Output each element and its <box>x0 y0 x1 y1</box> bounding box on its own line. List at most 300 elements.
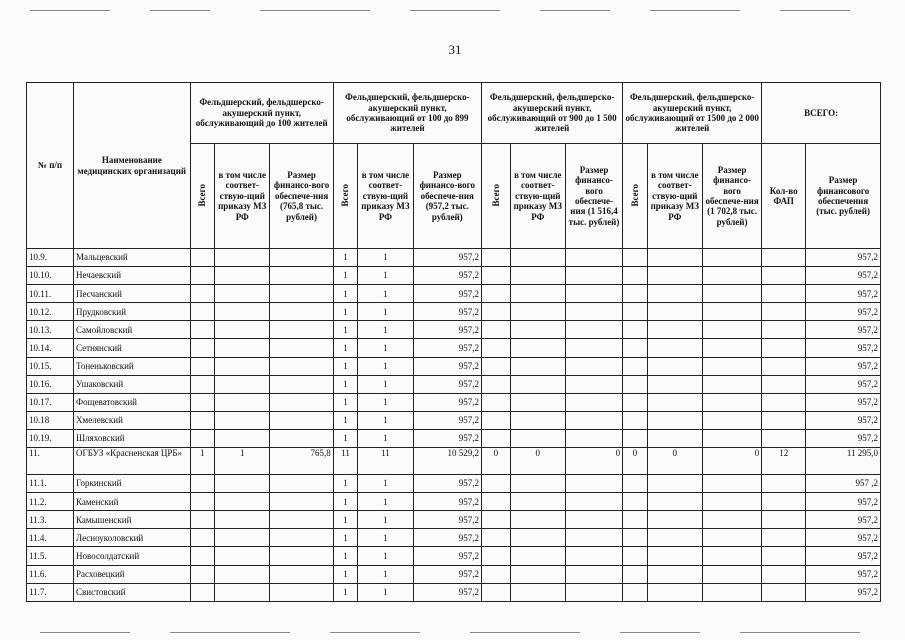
scan-artifact-line <box>150 10 210 11</box>
cell-g4-fin <box>702 357 761 375</box>
scan-artifact-line <box>410 10 500 11</box>
cell-number: 10.10. <box>27 267 74 285</box>
cell-g4-total <box>623 393 648 411</box>
cell-g4-mz <box>647 303 702 321</box>
cell-number: 10.18 <box>27 411 74 429</box>
cell-g2-mz: 1 <box>358 411 413 429</box>
cell-g1-mz <box>215 565 270 583</box>
col-header-mz-g3: в том числе соответ-ствую-щий приказу МЗ РФ <box>510 144 565 249</box>
cell-organization: Фощеватовский <box>74 393 191 411</box>
cell-g3-mz <box>510 285 565 303</box>
cell-total-financing: 957,2 <box>806 547 881 565</box>
cell-g1-total <box>190 429 215 447</box>
cell-g2-mz: 1 <box>358 511 413 529</box>
group-header-1500-2000: Фельдшерский, фельдшерско-акушерский пункт, обслуживающий от 1500 до 2 000 жителей <box>623 83 762 144</box>
cell-number: 11.7. <box>27 583 74 601</box>
cell-g4-mz <box>647 267 702 285</box>
cell-g2-mz: 1 <box>358 565 413 583</box>
cell-g4-mz <box>647 285 702 303</box>
cell-g1-fin <box>270 321 333 339</box>
table-row <box>27 321 881 339</box>
cell-g4-total <box>623 249 648 267</box>
cell-g3-fin <box>565 429 622 447</box>
cell-g1-total <box>190 493 215 511</box>
scan-artifact-line <box>620 632 700 633</box>
cell-g3-mz <box>510 511 565 529</box>
cell-fap-count <box>762 393 806 411</box>
cell-g2-total: 1 <box>333 511 358 529</box>
cell-g1-fin <box>270 565 333 583</box>
scan-artifact-line <box>30 10 110 11</box>
cell-g2-fin: 10 529,2 <box>413 448 482 475</box>
cell-number: 11.4. <box>27 529 74 547</box>
cell-g2-mz: 11 <box>358 448 413 475</box>
cell-g2-mz: 1 <box>358 339 413 357</box>
cell-g1-total <box>190 285 215 303</box>
cell-g3-fin <box>565 411 622 429</box>
cell-number: 10.11. <box>27 285 74 303</box>
cell-g1-fin <box>270 249 333 267</box>
cell-g3-fin <box>565 511 622 529</box>
cell-g2-mz: 1 <box>358 493 413 511</box>
cell-g4-fin <box>702 547 761 565</box>
cell-fap-count <box>762 529 806 547</box>
cell-fap-count <box>762 475 806 493</box>
cell-g4-mz <box>647 529 702 547</box>
cell-g2-fin: 957,2 <box>413 429 482 447</box>
cell-total-financing: 957,2 <box>806 321 881 339</box>
cell-g2-mz: 1 <box>358 285 413 303</box>
cell-g3-fin: 0 <box>565 448 622 475</box>
cell-total-financing: 957,2 <box>806 249 881 267</box>
cell-g4-mz <box>647 375 702 393</box>
cell-fap-count <box>762 339 806 357</box>
cell-g2-fin: 957,2 <box>413 267 482 285</box>
cell-g4-fin <box>702 565 761 583</box>
cell-g1-fin <box>270 583 333 601</box>
col-header-fin-g1: Размер финансо-вого обеспече-ния (765,8 тыс. рублей) <box>270 144 333 249</box>
cell-g1-total <box>190 475 215 493</box>
cell-organization: Шляховский <box>74 429 191 447</box>
cell-g4-mz <box>647 429 702 447</box>
cell-g1-total <box>190 411 215 429</box>
table-row <box>27 429 881 447</box>
cell-g2-fin: 957,2 <box>413 511 482 529</box>
cell-g3-total <box>482 511 511 529</box>
cell-g3-mz <box>510 429 565 447</box>
col-header-number: № п/п <box>27 83 74 249</box>
cell-number: 10.16. <box>27 375 74 393</box>
cell-g3-mz: 0 <box>510 448 565 475</box>
cell-g3-fin <box>565 249 622 267</box>
cell-fap-count <box>762 375 806 393</box>
cell-g3-fin <box>565 493 622 511</box>
cell-g1-fin <box>270 511 333 529</box>
table-row <box>27 547 881 565</box>
cell-number: 10.15. <box>27 357 74 375</box>
cell-g2-fin: 957,2 <box>413 493 482 511</box>
cell-g4-total <box>623 529 648 547</box>
cell-number: 10.17. <box>27 393 74 411</box>
cell-g2-total: 1 <box>333 529 358 547</box>
cell-g2-mz: 1 <box>358 375 413 393</box>
cell-number: 11.2. <box>27 493 74 511</box>
cell-g3-total <box>482 493 511 511</box>
cell-g2-fin: 957,2 <box>413 285 482 303</box>
col-header-total-g2: Всего <box>333 144 358 249</box>
cell-g3-total <box>482 475 511 493</box>
cell-number: 10.13. <box>27 321 74 339</box>
table-row <box>27 285 881 303</box>
col-header-organization: Наименование медицинских организаций <box>74 83 191 249</box>
cell-g2-total: 1 <box>333 565 358 583</box>
cell-g1-fin: 765,8 <box>270 448 333 475</box>
cell-g3-total <box>482 429 511 447</box>
cell-fap-count <box>762 249 806 267</box>
table-row <box>27 393 881 411</box>
cell-total-financing: 957,2 <box>806 393 881 411</box>
cell-g3-total <box>482 303 511 321</box>
scan-artifact-line <box>540 10 610 11</box>
cell-g1-mz <box>215 493 270 511</box>
scan-artifact-line <box>740 632 860 633</box>
cell-g1-mz <box>215 267 270 285</box>
cell-organization: Хмелевский <box>74 411 191 429</box>
cell-number: 10.9. <box>27 249 74 267</box>
cell-g1-mz <box>215 529 270 547</box>
cell-g4-total <box>623 547 648 565</box>
cell-g2-fin: 957,2 <box>413 375 482 393</box>
cell-g3-total <box>482 529 511 547</box>
cell-g2-mz: 1 <box>358 393 413 411</box>
cell-g3-fin <box>565 583 622 601</box>
table-row <box>27 411 881 429</box>
cell-g4-fin <box>702 393 761 411</box>
cell-organization: Новосолдатский <box>74 547 191 565</box>
cell-g4-mz <box>647 511 702 529</box>
cell-fap-count <box>762 357 806 375</box>
table-row <box>27 511 881 529</box>
cell-g2-total: 1 <box>333 583 358 601</box>
table-row <box>27 448 881 475</box>
cell-g2-mz: 1 <box>358 529 413 547</box>
cell-g1-mz <box>215 475 270 493</box>
cell-g4-fin: 0 <box>702 448 761 475</box>
col-header-fin-g4: Размер финансо-вого обеспече-ния (1 702,8 тыс. рублей) <box>702 144 761 249</box>
cell-organization: Ушаковский <box>74 375 191 393</box>
cell-g4-total <box>623 285 648 303</box>
col-header-fap-count: Кол-во ФАП <box>762 144 806 249</box>
cell-g1-total <box>190 565 215 583</box>
cell-g1-total <box>190 303 215 321</box>
fap-financing-table <box>26 82 881 602</box>
cell-total-financing: 957,2 <box>806 565 881 583</box>
cell-organization: Сетнянский <box>74 339 191 357</box>
cell-fap-count <box>762 285 806 303</box>
cell-fap-count <box>762 321 806 339</box>
scan-artifact-line <box>780 10 850 11</box>
group-header-900-1500: Фельдшерский, фельдшерско-акушерский пункт, обслуживающий от 900 до 1 500 жителей <box>482 83 623 144</box>
cell-g4-mz <box>647 475 702 493</box>
cell-g2-total: 1 <box>333 249 358 267</box>
cell-g3-total <box>482 267 511 285</box>
scan-artifact-line <box>330 632 420 633</box>
cell-total-financing: 957,2 <box>806 267 881 285</box>
table-row <box>27 339 881 357</box>
table-row <box>27 303 881 321</box>
cell-organization: Камышенский <box>74 511 191 529</box>
cell-g4-total <box>623 375 648 393</box>
cell-g1-mz <box>215 321 270 339</box>
table-row <box>27 529 881 547</box>
cell-g1-mz <box>215 285 270 303</box>
cell-g1-mz <box>215 357 270 375</box>
cell-g2-total: 1 <box>333 475 358 493</box>
cell-g2-fin: 957,2 <box>413 321 482 339</box>
scan-artifact-line <box>170 632 290 633</box>
cell-number: 11.3. <box>27 511 74 529</box>
cell-g3-fin <box>565 285 622 303</box>
cell-number: 11. <box>27 448 74 475</box>
cell-g3-mz <box>510 393 565 411</box>
cell-g3-total <box>482 583 511 601</box>
col-header-mz-g4: в том числе соответ-ствую-щий приказу МЗ РФ <box>647 144 702 249</box>
col-header-fin-g2: Размер финансо-вого обеспече-ния (957,2 тыс. рублей) <box>413 144 482 249</box>
cell-g2-fin: 957,2 <box>413 565 482 583</box>
cell-g3-total <box>482 357 511 375</box>
cell-g4-total <box>623 583 648 601</box>
cell-g2-fin: 957,2 <box>413 529 482 547</box>
group-header-100-899: Фельдшерский, фельдшерско-акушерский пункт, обслуживающий от 100 до 899 жителей <box>333 83 481 144</box>
cell-g1-total <box>190 583 215 601</box>
cell-g1-mz <box>215 375 270 393</box>
cell-total-financing: 11 295,0 <box>806 448 881 475</box>
cell-g2-total: 1 <box>333 267 358 285</box>
cell-g2-mz: 1 <box>358 429 413 447</box>
cell-g4-mz <box>647 321 702 339</box>
cell-total-financing: 957 ,2 <box>806 475 881 493</box>
cell-fap-count <box>762 267 806 285</box>
cell-g3-fin <box>565 547 622 565</box>
cell-total-financing: 957,2 <box>806 583 881 601</box>
cell-g1-mz <box>215 411 270 429</box>
cell-g3-mz <box>510 375 565 393</box>
cell-g1-fin <box>270 375 333 393</box>
cell-g3-mz <box>510 249 565 267</box>
cell-g1-fin <box>270 493 333 511</box>
scan-artifact-line <box>650 10 740 11</box>
cell-g3-total <box>482 565 511 583</box>
cell-organization: Тоненьковский <box>74 357 191 375</box>
cell-g1-total <box>190 321 215 339</box>
cell-g1-mz: 1 <box>215 448 270 475</box>
cell-total-financing: 957,2 <box>806 303 881 321</box>
cell-g3-mz <box>510 321 565 339</box>
cell-g3-mz <box>510 411 565 429</box>
cell-g1-total <box>190 357 215 375</box>
cell-total-financing: 957,2 <box>806 339 881 357</box>
cell-g3-mz <box>510 357 565 375</box>
cell-g3-fin <box>565 357 622 375</box>
cell-g3-fin <box>565 393 622 411</box>
cell-total-financing: 957,2 <box>806 529 881 547</box>
cell-g2-total: 1 <box>333 285 358 303</box>
cell-g4-total <box>623 339 648 357</box>
cell-organization: Прудковский <box>74 303 191 321</box>
cell-g1-total <box>190 529 215 547</box>
cell-g3-fin <box>565 339 622 357</box>
cell-g2-mz: 1 <box>358 583 413 601</box>
cell-g1-total <box>190 511 215 529</box>
table-row <box>27 249 881 267</box>
cell-g4-fin <box>702 321 761 339</box>
cell-fap-count: 12 <box>762 448 806 475</box>
cell-g2-total: 1 <box>333 393 358 411</box>
cell-g2-mz: 1 <box>358 475 413 493</box>
cell-g2-total: 1 <box>333 339 358 357</box>
cell-g1-fin <box>270 303 333 321</box>
cell-g4-mz <box>647 393 702 411</box>
cell-g3-total <box>482 547 511 565</box>
cell-g1-fin <box>270 547 333 565</box>
cell-g4-mz <box>647 583 702 601</box>
cell-g4-fin <box>702 285 761 303</box>
cell-g2-total: 1 <box>333 429 358 447</box>
cell-fap-count <box>762 493 806 511</box>
cell-number: 11.1. <box>27 475 74 493</box>
cell-g4-total: 0 <box>623 448 648 475</box>
cell-g3-mz <box>510 583 565 601</box>
cell-g3-fin <box>565 565 622 583</box>
cell-fap-count <box>762 583 806 601</box>
cell-g3-mz <box>510 303 565 321</box>
cell-g1-total <box>190 339 215 357</box>
cell-g2-total: 1 <box>333 357 358 375</box>
cell-number: 10.12. <box>27 303 74 321</box>
cell-g3-total <box>482 411 511 429</box>
cell-g3-total <box>482 393 511 411</box>
cell-g3-mz <box>510 529 565 547</box>
cell-g4-total <box>623 475 648 493</box>
cell-g2-fin: 957,2 <box>413 339 482 357</box>
cell-total-financing: 957,2 <box>806 285 881 303</box>
col-header-mz-g2: в том числе соответ-ствую-щий приказу МЗ РФ <box>358 144 413 249</box>
cell-g2-mz: 1 <box>358 321 413 339</box>
cell-g3-fin <box>565 303 622 321</box>
cell-g4-mz: 0 <box>647 448 702 475</box>
cell-g4-fin <box>702 583 761 601</box>
col-header-mz-g1: в том числе соответ-ствую-щий приказу МЗ РФ <box>215 144 270 249</box>
cell-fap-count <box>762 565 806 583</box>
cell-g4-total <box>623 357 648 375</box>
cell-g3-total <box>482 321 511 339</box>
cell-g4-total <box>623 511 648 529</box>
cell-g4-fin <box>702 529 761 547</box>
cell-fap-count <box>762 547 806 565</box>
cell-organization: Песчанский <box>74 285 191 303</box>
table-row <box>27 357 881 375</box>
cell-g1-total <box>190 375 215 393</box>
cell-g3-total <box>482 375 511 393</box>
cell-g3-mz <box>510 475 565 493</box>
cell-number: 11.6. <box>27 565 74 583</box>
cell-g1-fin <box>270 393 333 411</box>
scan-artifact-line <box>470 632 580 633</box>
table-row <box>27 475 881 493</box>
cell-g4-total <box>623 429 648 447</box>
cell-g4-fin <box>702 303 761 321</box>
cell-number: 11.5. <box>27 547 74 565</box>
cell-g4-fin <box>702 267 761 285</box>
table-row <box>27 267 881 285</box>
cell-g1-fin <box>270 475 333 493</box>
cell-total-financing: 957,2 <box>806 357 881 375</box>
cell-g3-total <box>482 339 511 357</box>
cell-g4-fin <box>702 375 761 393</box>
cell-g2-total: 1 <box>333 303 358 321</box>
cell-number: 10.19. <box>27 429 74 447</box>
cell-g4-mz <box>647 493 702 511</box>
cell-g2-fin: 957,2 <box>413 411 482 429</box>
cell-g4-total <box>623 565 648 583</box>
cell-organization: ОГБУЗ «Красненская ЦРБ» <box>74 448 191 475</box>
cell-g4-total <box>623 411 648 429</box>
cell-g2-fin: 957,2 <box>413 547 482 565</box>
cell-organization: Нечаевский <box>74 267 191 285</box>
table-row <box>27 565 881 583</box>
cell-total-financing: 957,2 <box>806 511 881 529</box>
cell-organization: Расховецкий <box>74 565 191 583</box>
cell-g3-total <box>482 249 511 267</box>
cell-organization: Самойловский <box>74 321 191 339</box>
cell-g2-fin: 957,2 <box>413 303 482 321</box>
cell-g4-fin <box>702 493 761 511</box>
cell-g3-fin <box>565 375 622 393</box>
cell-g1-total <box>190 547 215 565</box>
group-header-up-to-100: Фельдшерский, фельдшерско-акушерский пункт, обслуживающий до 100 жителей <box>190 83 333 144</box>
cell-g1-total <box>190 249 215 267</box>
cell-total-financing: 957,2 <box>806 375 881 393</box>
cell-g1-fin <box>270 411 333 429</box>
cell-g4-total <box>623 493 648 511</box>
cell-g1-mz <box>215 249 270 267</box>
cell-g4-fin <box>702 411 761 429</box>
page-number: 31 <box>448 42 462 57</box>
cell-g4-mz <box>647 249 702 267</box>
cell-g1-total <box>190 393 215 411</box>
cell-g1-fin <box>270 357 333 375</box>
cell-g1-mz <box>215 547 270 565</box>
cell-g4-fin <box>702 511 761 529</box>
cell-organization: Лесноуколовский <box>74 529 191 547</box>
cell-g1-mz <box>215 303 270 321</box>
cell-g3-fin <box>565 267 622 285</box>
col-header-total-g4: Всего <box>623 144 648 249</box>
cell-g4-mz <box>647 339 702 357</box>
cell-g2-total: 1 <box>333 493 358 511</box>
cell-g2-fin: 957,2 <box>413 583 482 601</box>
col-header-total-financing: Размер финансового обеспечения (тыс. рублей) <box>806 144 881 249</box>
cell-g3-mz <box>510 493 565 511</box>
cell-g3-mz <box>510 339 565 357</box>
cell-g2-total: 11 <box>333 448 358 475</box>
cell-number: 10.14. <box>27 339 74 357</box>
cell-g3-fin <box>565 321 622 339</box>
cell-g2-fin: 957,2 <box>413 249 482 267</box>
cell-total-financing: 957,2 <box>806 493 881 511</box>
cell-g2-mz: 1 <box>358 547 413 565</box>
scan-artifact-line <box>260 10 370 11</box>
